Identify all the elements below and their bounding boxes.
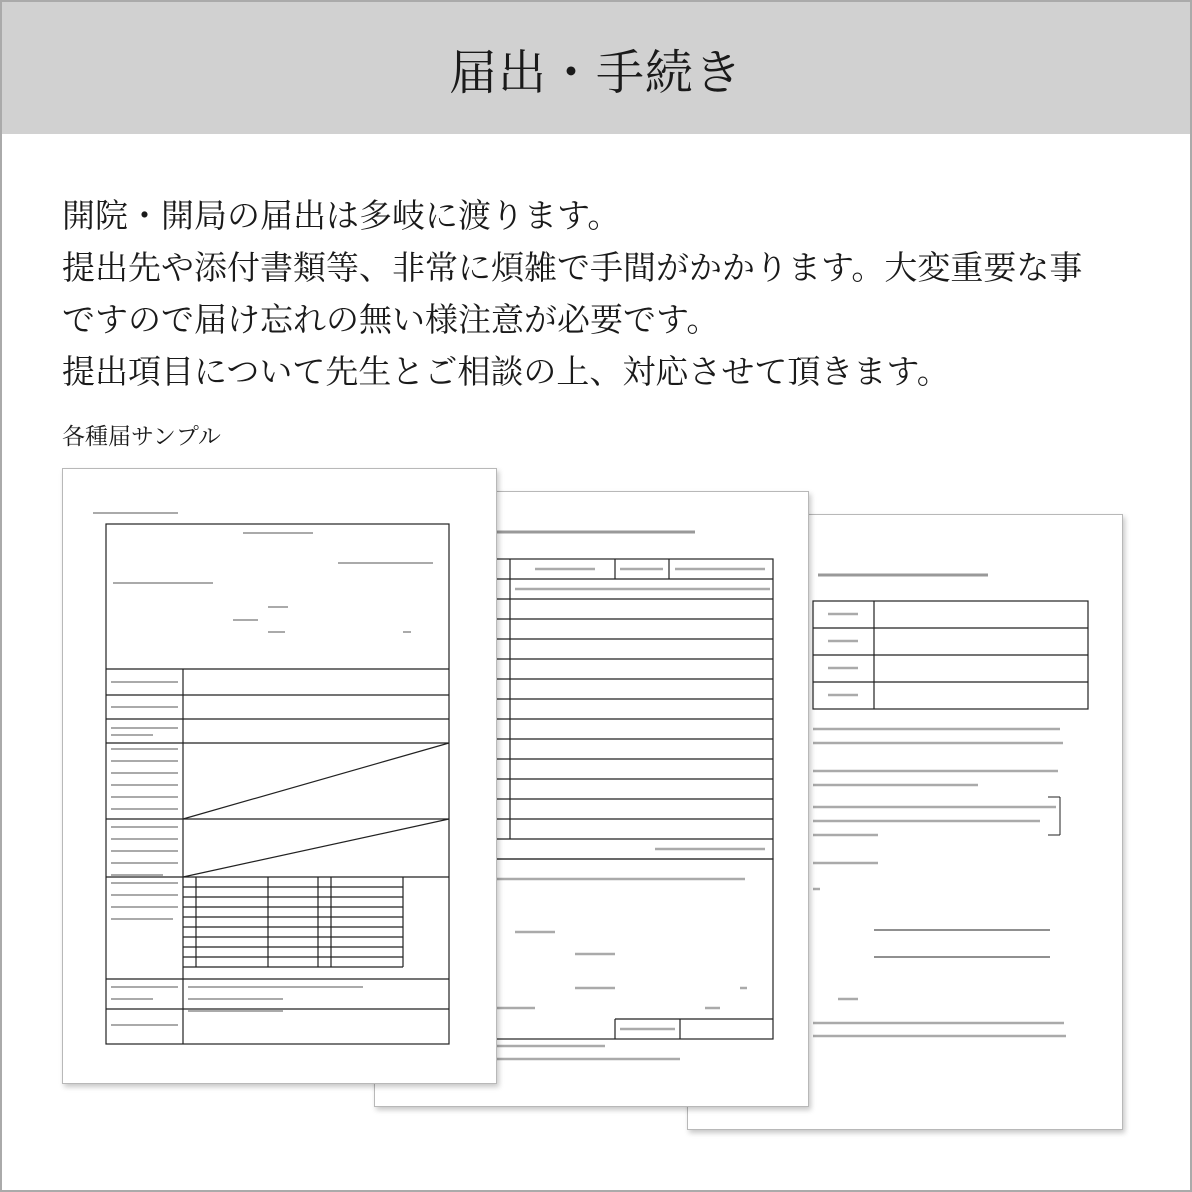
page-header (2, 2, 1190, 134)
intro-line: ですので届け忘れの無い様注意が必要です。 (62, 300, 720, 339)
sample-form-sheet (62, 468, 497, 1084)
intro-line: 提出項目について先生とご相談の上、対応させて頂きます。 (62, 352, 950, 391)
intro-line: 開院・開局の届出は多岐に渡ります。 (62, 196, 621, 235)
intro-line: 提出先や添付書類等、非常に煩雑で手間がかかります。大変重要な事 (62, 248, 1083, 287)
intro-text (62, 190, 1162, 398)
form-illustration (63, 469, 496, 1083)
sample-label: 各種届サンプル (62, 424, 221, 450)
page-title: 届出・手続き (448, 44, 743, 101)
